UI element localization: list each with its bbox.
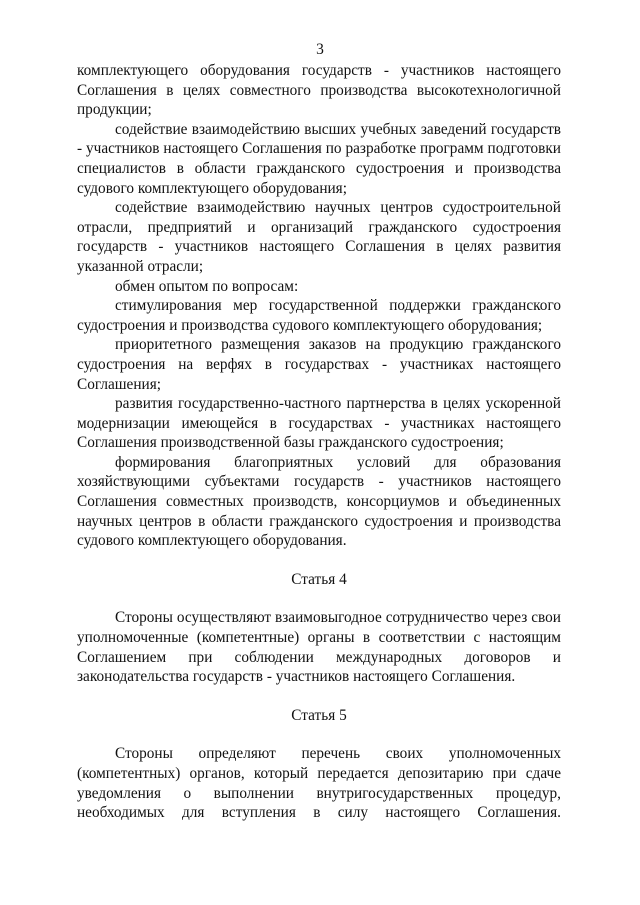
page-number: 3 — [316, 41, 324, 58]
paragraph-universities: содействие взаимодействию высших учебных заведений государств - участников настоящего Соглашения по разработке программ подготовки специалистов в области гражданского судостроения и производства судового комплектующего оборудования; — [77, 120, 561, 197]
document-body — [77, 61, 561, 823]
article-4-heading: Статья 4 — [291, 570, 347, 588]
paragraph-public-private: развития государственно-частного партнерства в целях ускоренной модернизации имеющейся в государствах - участниках настоящего Соглашения производственной базы гражданского судостроения; — [77, 395, 561, 452]
paragraph-joint-production: формирования благоприятных условий для образования хозяйствующими субъектами государств - участников настоящего Соглашения совместных производств, консорциумов и объединенных научных центров в области гражданского судостроения и производства судового комплектующего оборудования. — [77, 453, 561, 550]
paragraph-priority-orders: приоритетного размещения заказов на продукцию гражданского судостроения на верфях в государствах - участниках настоящего Соглашения; — [77, 336, 561, 393]
paragraph-state-support: стимулирования мер государственной поддержки гражданского судостроения и производства судового комплектующего оборудования; — [77, 297, 561, 334]
article-5-heading: Статья 5 — [291, 706, 347, 724]
paragraph-research-centers: содействие взаимодействию научных центров судостроительной отрасли, предприятий и организаций гражданского судостроения государств - участников настоящего Соглашения в целях развития указанной отрасли; — [77, 199, 561, 275]
paragraph-continuation: комплектующего оборудования государств - участников настоящего Соглашения в целях совместного производства высокотехнологичной продукции; — [77, 62, 561, 119]
paragraph-experience-exchange: обмен опытом по вопросам: — [115, 277, 299, 295]
article-5-text: Стороны определяют перечень своих уполномоченных (компетентных) органов, который передается депозитарию при сдаче уведомления о выполнении внутригосударственных процедур, необходимых для вступления в силу настоящего Соглашения. — [77, 745, 561, 822]
article-4-text: Стороны осуществляют взаимовыгодное сотрудничество через свои уполномоченные (компетентные) органы в соответствии с настоящим Соглашением при соблюдении международных договоров и законодательства государств - участников настоящего Соглашения. — [77, 609, 561, 686]
